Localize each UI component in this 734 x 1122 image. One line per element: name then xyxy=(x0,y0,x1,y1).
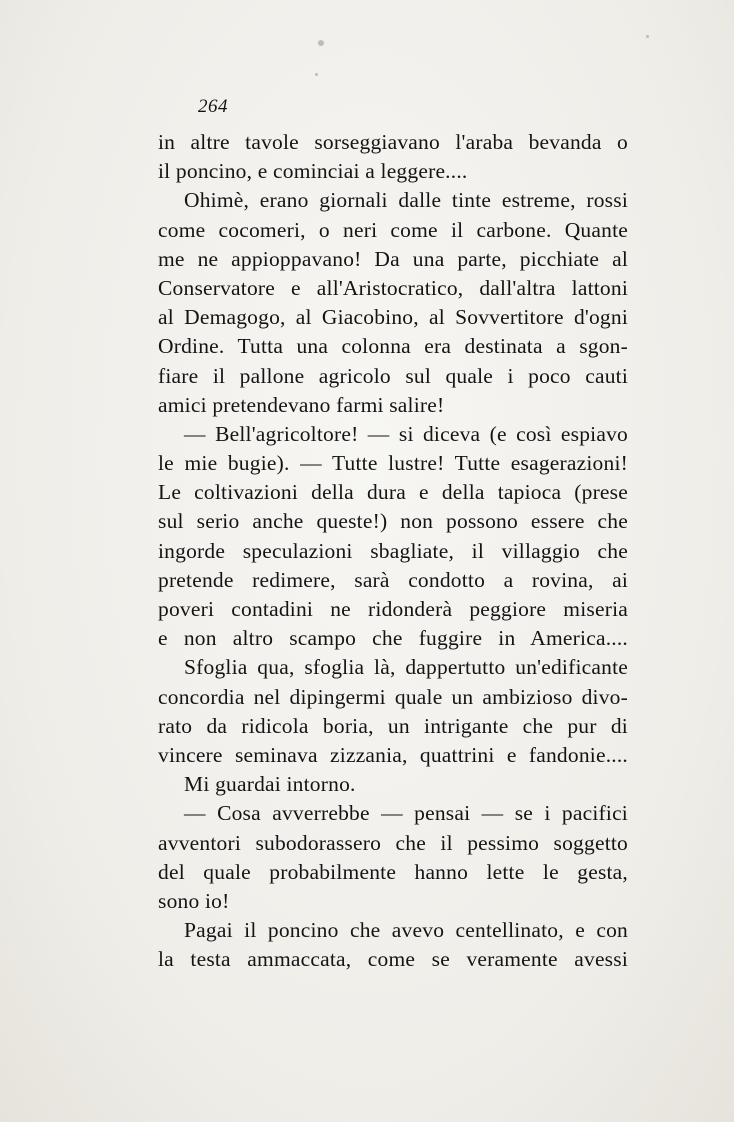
text-line: rato da ridicola boria, un intrigante che pur di xyxy=(158,713,628,738)
page-number: 264 xyxy=(198,96,228,117)
paper-speck xyxy=(646,35,649,38)
text-line: la testa ammaccata, come se veramente avessi xyxy=(158,947,628,972)
text-line: come cocomeri, o neri come il carbone. Quante xyxy=(158,217,628,242)
text-line: in altre tavole sorseggiavano l'araba bevanda o xyxy=(158,130,628,154)
text-line: Conservatore e all'Aristocratico, dall'altra lattoni xyxy=(158,275,628,300)
text-line: poveri contadini ne ridonderà peggiore miseria xyxy=(158,597,628,621)
text-line: Mi guardai intorno. xyxy=(184,772,356,797)
text-line: al Demagogo, al Giacobino, al Sovvertitore d'ogni xyxy=(158,305,628,330)
text-line: pretende redimere, sarà condotto a rovina, ai xyxy=(158,567,628,592)
text-line: Le coltivazioni della dura e della tapioca (prese xyxy=(158,480,628,505)
text-line: — Cosa avverrebbe — pensai — se i pacifici xyxy=(184,801,628,826)
text-line: fiare il pallone agricolo sul quale i poco cauti xyxy=(158,363,628,388)
text-line: e non altro scampo che fuggire in America.... xyxy=(158,626,628,651)
paper-speck xyxy=(315,73,318,76)
text-line: vincere seminava zizzania, quattrini e fandonie.... xyxy=(158,742,628,767)
text-line: Ordine. Tutta una colonna era destinata a sgon- xyxy=(158,334,628,359)
text-line: amici pretendevano farmi salire! xyxy=(158,392,445,417)
text-line: Ohimè, erano giornali dalle tinte estreme, rossi xyxy=(184,188,628,213)
text-line: le mie bugie). — Tutte lustre! Tutte esagerazioni! xyxy=(158,451,628,476)
text-line: — Bell'agricoltore! — si diceva (e così espiavo xyxy=(184,421,628,446)
paper-speck xyxy=(318,40,324,46)
text-line: avventori subodorassero che il pessimo soggetto xyxy=(158,830,628,855)
text-line: concordia nel dipingermi quale un ambizioso divo- xyxy=(158,684,628,709)
text-line: del quale probabilmente hanno lette le gesta, xyxy=(158,859,628,884)
text-line: Sfoglia qua, sfoglia là, dappertutto un'edificante xyxy=(184,655,628,680)
text-line: ingorde speculazioni sbagliate, il villaggio che xyxy=(158,538,628,563)
text-line: sul serio anche queste!) non possono essere che xyxy=(158,509,628,534)
body-text xyxy=(158,128,628,974)
text-line: Pagai il poncino che avevo centellinato, e con xyxy=(184,918,628,943)
text-line: sono io! xyxy=(158,888,230,913)
text-line: il poncino, e cominciai a leggere.... xyxy=(158,159,468,184)
text-line: me ne appioppavano! Da una parte, picchiate al xyxy=(158,246,628,271)
